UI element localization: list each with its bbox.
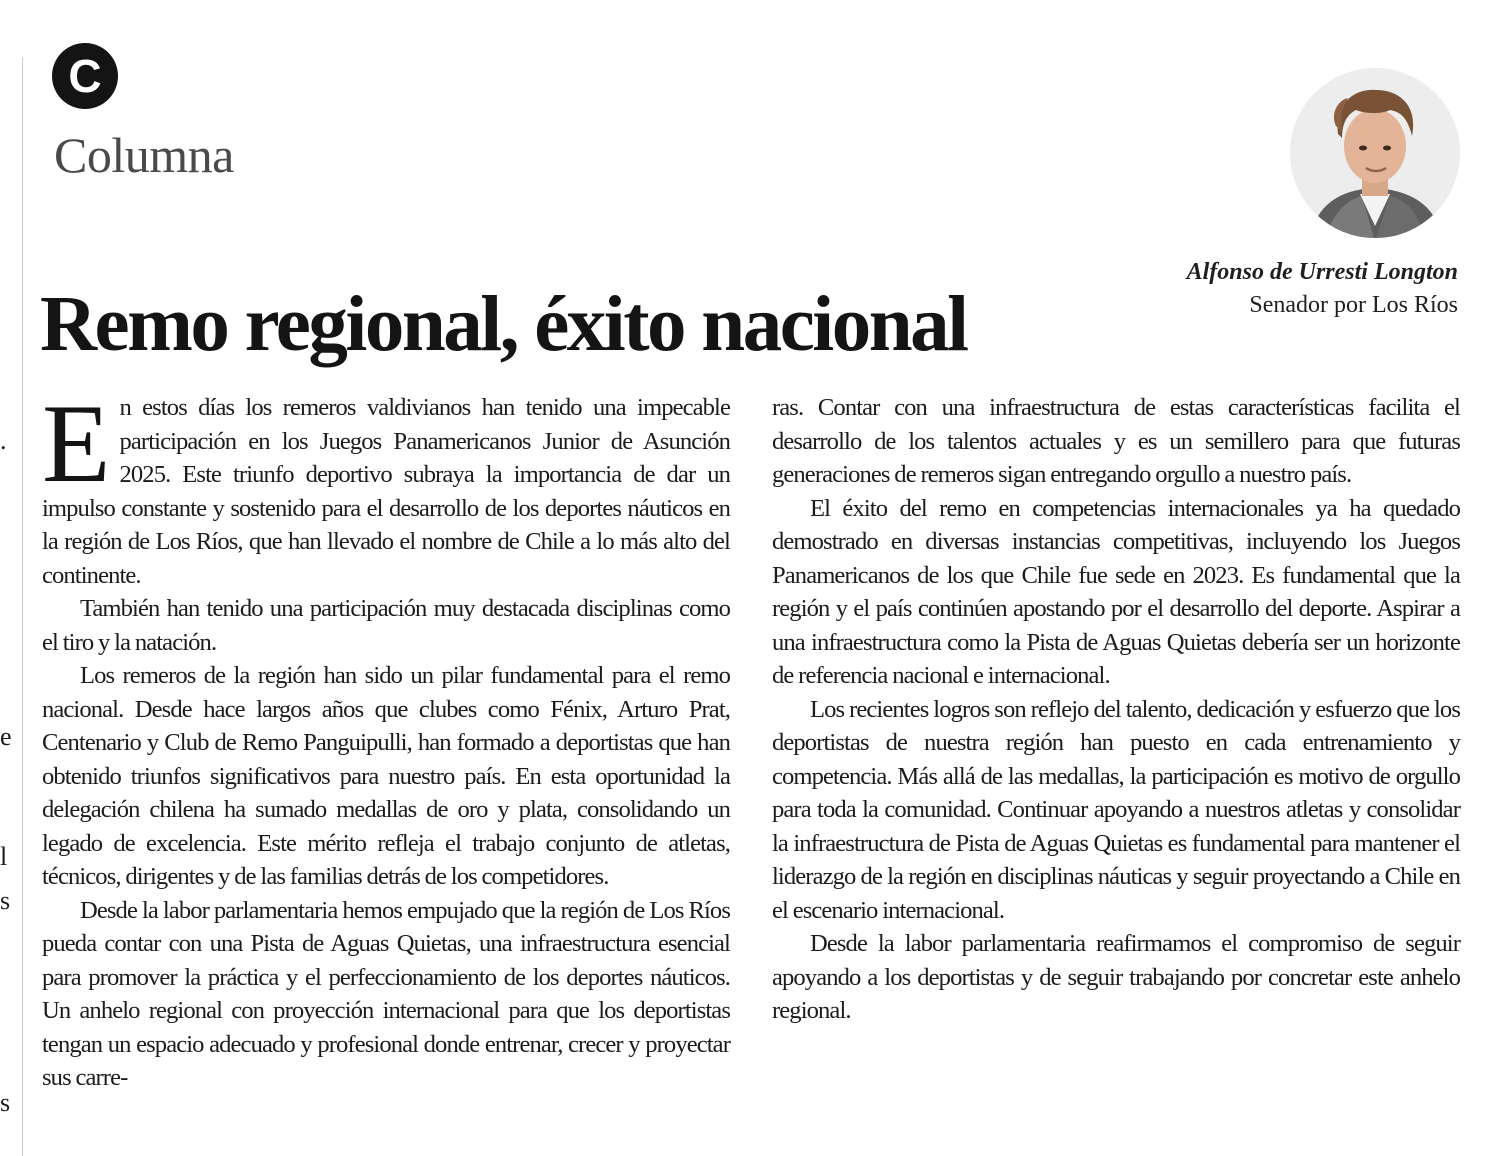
author-name: Alfonso de Urresti Longton xyxy=(1186,259,1458,285)
article-paragraph: ras. Contar con una infraestructura de estas características facilita el desarrollo de los talentos actuales y es un semillero para que futuras generaciones de remeros sigan entregando orgullo a nuestro país. xyxy=(772,394,1460,488)
adjacent-page-edge: . e l s s xyxy=(0,426,12,1117)
author-role: Senador por Los Ríos xyxy=(1249,292,1458,318)
author-photo xyxy=(1290,68,1460,238)
article-column-left xyxy=(42,382,730,1095)
article-paragraph: El éxito del remo en competencias internacionales ya ha quedado demostrado en diversas instancias competitivas, incluyendo los Juegos Panamericanos de los que Chile fue sede en 2023. Es fundamental que la región y el país continúen apostando por el desarrollo del deporte. Aspirar a una infraestructura como la Pista de Aguas Quietas debería ser un horizonte de referencia nacional e internacional. xyxy=(772,494,1460,689)
article-paragraph: Desde la labor parlamentaria hemos empujado que la región de Los Ríos pueda contar con una Pista de Aguas Quietas, una infraestructura esencial para promover la práctica y el perfeccionamiento de los deportes náuticos. Un anhelo regional con proyección internacional para que los deportistas tengan un espacio adecuado y profesional donde entrenar, crecer y proyectar sus carre- xyxy=(42,896,730,1091)
article-paragraph: Los recientes logros son reflejo del talento, dedicación y esfuerzo que los deportistas de nuestra región han puesto en cada entrenamiento y competencia. Más allá de las medallas, la participación es motivo de orgullo para toda la comunidad. Continuar apoyando a nuestros atletas y consolidar la infraestructura de Pista de Aguas Quietas es fundamental para mantener el liderazgo de la región en disciplinas náuticas y seguir proyectando a Chile en el escenario internacional. xyxy=(772,695,1460,924)
article-paragraph: Los remeros de la región han sido un pilar fundamental para el remo nacional. Desde hace largos años que clubes como Fénix, Arturo Prat, Centenario y Club de Remo Panguipulli, han formado a deportistas que han obtenido triunfos significativos para nuestro país. En esta oportunidad la delegación chilena ha sumado medallas de oro y plata, consolidando un legado de excelencia. Este mérito refleja el trabajo conjunto de atletas, técnicos, dirigentes y de las familias detrás de los competidores. xyxy=(42,662,730,890)
article-paragraph: También han tenido una participación muy destacada disciplinas como el tiro y la natación. xyxy=(42,595,730,656)
column-badge: C xyxy=(52,43,118,109)
author-portrait-image xyxy=(1290,68,1460,238)
section-label: Columna xyxy=(54,127,234,183)
column-rule xyxy=(22,58,23,1156)
article-paragraph: Desde la labor parlamentaria reafirmamos el compromiso de seguir apoyando a los deportistas y de seguir trabajando por concretar este anhelo regional. xyxy=(772,930,1460,1024)
article-paragraph xyxy=(42,382,730,592)
headline: Remo regional, éxito nacional xyxy=(40,281,967,368)
drop-cap: E xyxy=(42,382,110,506)
article-paragraph-text: n estos días los remeros valdivianos han tenido una impecable participación en los Juegos Panamericanos Junior de Asunción 2025. Este triunfo deportivo subraya la importancia de dar un impulso constante y sostenido para el desarrollo de los deportes náuticos en la región de Los Ríos, que han llevado el nombre de Chile a lo más alto del continente. xyxy=(42,394,730,589)
article-column-right xyxy=(772,391,1460,1028)
